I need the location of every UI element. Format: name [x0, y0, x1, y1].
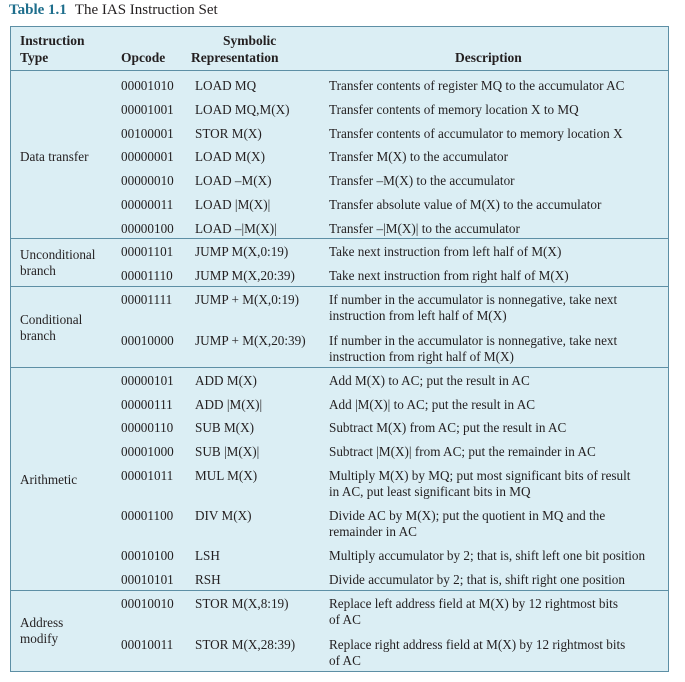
symbolic-cell: SUB |M(X)|: [195, 444, 260, 459]
header-description: Description: [455, 50, 522, 65]
description-cell: Divide AC by M(X); put the quotient in MQ and the: [329, 508, 606, 523]
description-cell: of AC: [329, 612, 361, 627]
instruction-type: branch: [20, 263, 56, 278]
symbolic-cell: LOAD MQ,M(X): [195, 102, 290, 117]
description-cell: remainder in AC: [329, 524, 417, 539]
description-cell: Take next instruction from right half of M(X): [329, 268, 569, 283]
symbolic-cell: MUL M(X): [195, 468, 258, 483]
opcode-cell: 00010000: [121, 333, 174, 348]
opcode-cell: 00010011: [121, 637, 174, 652]
opcode-cell: 00100001: [121, 126, 174, 141]
group-divider: [11, 286, 668, 287]
description-cell: in AC, put least significant bits in MQ: [329, 484, 531, 499]
symbolic-cell: LOAD |M(X)|: [195, 197, 271, 212]
table-title: The IAS Instruction Set: [74, 2, 218, 18]
description-cell: If number in the accumulator is nonnegative, take next: [329, 292, 618, 307]
header-opcode: Opcode: [121, 50, 166, 65]
description-cell: Multiply M(X) by MQ; put most significant bits of result: [329, 468, 631, 483]
instruction-type: Conditional: [20, 312, 83, 327]
opcode-cell: 00000100: [121, 221, 174, 236]
group-divider: [11, 590, 668, 591]
description-cell: Subtract M(X) from AC; put the result in AC: [329, 420, 567, 435]
symbolic-cell: DIV M(X): [195, 508, 252, 523]
description-cell: instruction from left half of M(X): [329, 308, 507, 323]
opcode-cell: 00000111: [121, 397, 173, 412]
description-cell: Transfer –|M(X)| to the accumulator: [329, 221, 520, 236]
opcode-cell: 00001100: [121, 508, 174, 523]
opcode-cell: 00010010: [121, 596, 174, 611]
instruction-type: Data transfer: [20, 149, 89, 164]
symbolic-cell: LSH: [195, 548, 220, 563]
symbolic-cell: ADD M(X): [195, 373, 257, 388]
instruction-type: Address: [20, 615, 64, 630]
description-cell: of AC: [329, 653, 361, 668]
instruction-type: modify: [20, 631, 59, 646]
opcode-cell: 00001110: [121, 268, 173, 283]
opcode-cell: 00000101: [121, 373, 174, 388]
symbolic-cell: STOR M(X,28:39): [195, 637, 296, 652]
group-divider: [11, 367, 668, 368]
group-divider: [11, 238, 668, 239]
header-type: Type: [20, 50, 49, 65]
opcode-cell: 00010101: [121, 572, 174, 587]
header-representation: Representation: [191, 50, 279, 65]
symbolic-cell: STOR M(X): [195, 126, 262, 141]
symbolic-cell: LOAD MQ: [195, 78, 257, 93]
header-instruction: Instruction: [20, 33, 85, 48]
description-cell: Divide accumulator by 2; that is, shift right one position: [329, 572, 625, 587]
table-number: Table 1.1: [9, 2, 67, 18]
symbolic-cell: JUMP M(X,20:39): [195, 268, 295, 283]
description-cell: Transfer contents of memory location X to MQ: [329, 102, 579, 117]
opcode-cell: 00001001: [121, 102, 174, 117]
symbolic-cell: LOAD –M(X): [195, 173, 272, 188]
description-cell: Transfer absolute value of M(X) to the accumulator: [329, 197, 602, 212]
symbolic-cell: ADD |M(X)|: [195, 397, 263, 412]
symbolic-cell: STOR M(X,8:19): [195, 596, 289, 611]
description-cell: Multiply accumulator by 2; that is, shift left one bit position: [329, 548, 646, 563]
opcode-cell: 00000001: [121, 149, 174, 164]
symbolic-cell: JUMP + M(X,20:39): [195, 333, 306, 348]
description-cell: Add M(X) to AC; put the result in AC: [329, 373, 530, 388]
symbolic-cell: LOAD –|M(X)|: [195, 221, 277, 236]
description-cell: Transfer –M(X) to the accumulator: [329, 173, 515, 188]
description-cell: Transfer contents of accumulator to memory location X: [329, 126, 623, 141]
description-cell: Transfer contents of register MQ to the accumulator AC: [329, 78, 625, 93]
opcode-cell: 00001101: [121, 244, 174, 259]
description-cell: Add |M(X)| to AC; put the result in AC: [329, 397, 536, 412]
opcode-cell: 00001000: [121, 444, 174, 459]
symbolic-cell: RSH: [195, 572, 221, 587]
header-rule: [11, 70, 668, 71]
symbolic-cell: JUMP M(X,0:19): [195, 244, 289, 259]
description-cell: If number in the accumulator is nonnegative, take next: [329, 333, 618, 348]
symbolic-cell: LOAD M(X): [195, 149, 265, 164]
instruction-type: Arithmetic: [20, 472, 78, 487]
opcode-cell: 00000010: [121, 173, 174, 188]
opcode-cell: 00001111: [121, 292, 173, 307]
symbolic-cell: JUMP + M(X,0:19): [195, 292, 300, 307]
description-cell: instruction from right half of M(X): [329, 349, 514, 364]
instruction-table: [10, 26, 669, 672]
header-symbolic: Symbolic: [223, 33, 277, 48]
description-cell: Take next instruction from left half of M(X): [329, 244, 562, 259]
instruction-type: branch: [20, 328, 56, 343]
opcode-cell: 00000110: [121, 420, 174, 435]
table-caption: [9, 2, 218, 19]
opcode-cell: 00001010: [121, 78, 174, 93]
opcode-cell: 00000011: [121, 197, 174, 212]
description-cell: Transfer M(X) to the accumulator: [329, 149, 508, 164]
symbolic-cell: SUB M(X): [195, 420, 254, 435]
description-cell: Subtract |M(X)| from AC; put the remainder in AC: [329, 444, 596, 459]
description-cell: Replace left address field at M(X) by 12 rightmost bits: [329, 596, 618, 611]
description-cell: Replace right address field at M(X) by 12 rightmost bits: [329, 637, 626, 652]
opcode-cell: 00010100: [121, 548, 174, 563]
opcode-cell: 00001011: [121, 468, 174, 483]
instruction-type: Unconditional: [20, 247, 96, 262]
